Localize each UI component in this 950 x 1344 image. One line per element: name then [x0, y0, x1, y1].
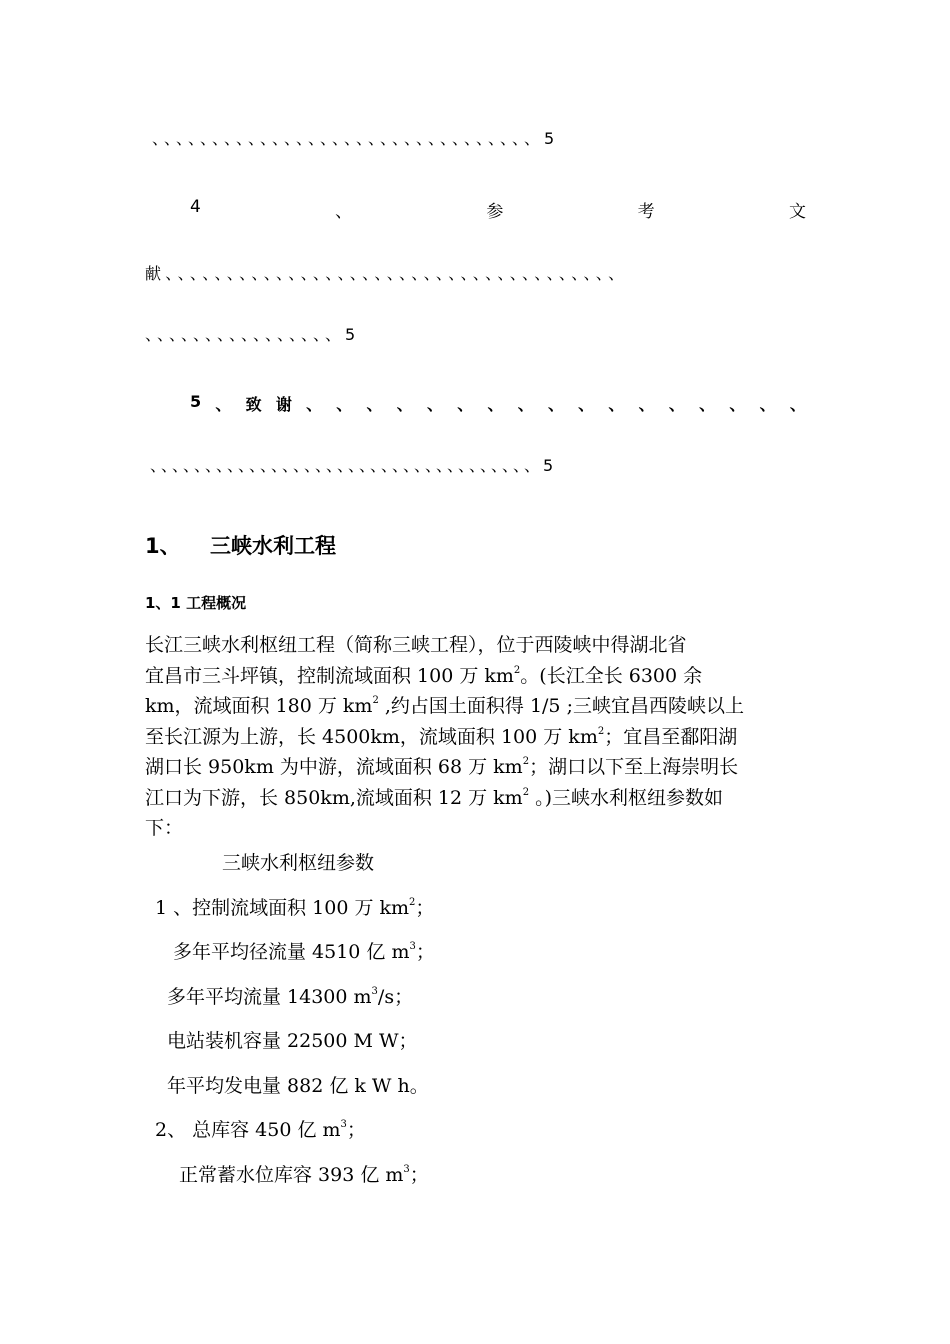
- param-annual-runoff: 多年平均径流量 4510 亿 $m^3$；: [173, 941, 435, 963]
- toc-references-page: 、、、、、、、、、、、、、、、、5: [145, 325, 360, 344]
- toc-part: 、: [306, 395, 323, 414]
- toc-part: 、: [335, 202, 353, 222]
- toc-part: 、: [699, 395, 716, 414]
- toc-part: 、: [578, 395, 595, 414]
- intro-line: 下：: [145, 817, 184, 839]
- toc-part: 4: [190, 197, 201, 217]
- toc-part: 、: [547, 395, 564, 414]
- toc-part: 、: [487, 395, 504, 414]
- toc-part: 考: [637, 202, 655, 222]
- toc-part: 、: [396, 395, 413, 414]
- toc-acknowledgements-page: 、、、、、、、、、、、、、、、、、、、、、、、、、、、、、、、、、、、5: [150, 456, 557, 475]
- toc-part: 、: [638, 395, 655, 414]
- intro-line: 长江三峡水利枢纽工程（简称三峡工程），位于西陵峡中得湖北省: [145, 634, 687, 656]
- intro-line: 至长江源为上游，长 4500km，流域面积 100 万 $km^2$；宜昌至鄱阳湖: [145, 725, 738, 748]
- intro-line: 江口为下游，长 850km,流域面积 12 万 $km^2$ 。)三峡水利枢纽参数如: [145, 786, 724, 809]
- intro-line: 湖口长 950km 为中游，流域面积 68 万 $km^2$；湖口以下至上海崇明长: [145, 756, 739, 778]
- toc-part: 、: [427, 395, 444, 414]
- toc-item-acknowledgements[interactable]: [190, 392, 806, 415]
- toc-part: 、: [336, 395, 353, 414]
- toc-part: 、: [457, 395, 474, 414]
- toc-part: 、: [789, 395, 806, 414]
- toc-part: 、: [668, 395, 685, 414]
- toc-part: 、: [759, 395, 776, 414]
- toc-part: 5: [190, 392, 202, 411]
- toc-references-continuation: 献、、、、、、、、、、、、、、、、、、、、、、、、、、、、、、、、、、、、、: [145, 264, 629, 283]
- param-total-storage: 2、 总库容 450 亿 $m^3$；: [155, 1119, 366, 1141]
- section-title: 三峡水利工程: [210, 534, 336, 558]
- toc-part: 参: [486, 202, 504, 222]
- intro-paragraph: [145, 630, 807, 844]
- toc-part: 谢: [275, 395, 292, 414]
- toc-part: 、: [517, 395, 534, 414]
- param-average-flow: 多年平均流量 14300 $m^3/s$；: [167, 986, 414, 1008]
- param-installed-capacity: 电站装机容量 22500 M W；: [167, 1030, 418, 1052]
- toc-part: 文: [788, 202, 806, 222]
- toc-leader-line: 、、、、、、、、、、、、、、、、、、、、、、、、、、、、、、、、5: [152, 129, 559, 148]
- toc-part: 、: [366, 395, 383, 414]
- intro-line: 宜昌市三斗坪镇，控制流域面积 100 万 $km^2$。(长江全长 6300 余: [145, 664, 703, 687]
- param-annual-generation: 年平均发电量 882 亿 k W h。: [167, 1075, 429, 1097]
- intro-line: km，流域面积 180 万 $km^2$ ,约占国土面积得 1/5 ;三峡宜昌西陵峡以上: [145, 695, 744, 717]
- toc-part: 致: [245, 395, 262, 414]
- toc-item-references[interactable]: [190, 197, 806, 222]
- param-normal-storage: 正常蓄水位库容 393 亿 $m^3$；: [179, 1164, 429, 1186]
- param-catchment-area: 1 、控制流域面积 100 万 $km^2$；: [155, 897, 435, 919]
- params-title: 三峡水利枢纽参数: [222, 852, 375, 874]
- subsection-heading: 1、1 工程概况: [145, 594, 247, 612]
- section-number: 1、: [145, 534, 181, 558]
- toc-part: 、: [215, 395, 232, 414]
- toc-part: 、: [608, 395, 625, 414]
- toc-part: 、: [729, 395, 746, 414]
